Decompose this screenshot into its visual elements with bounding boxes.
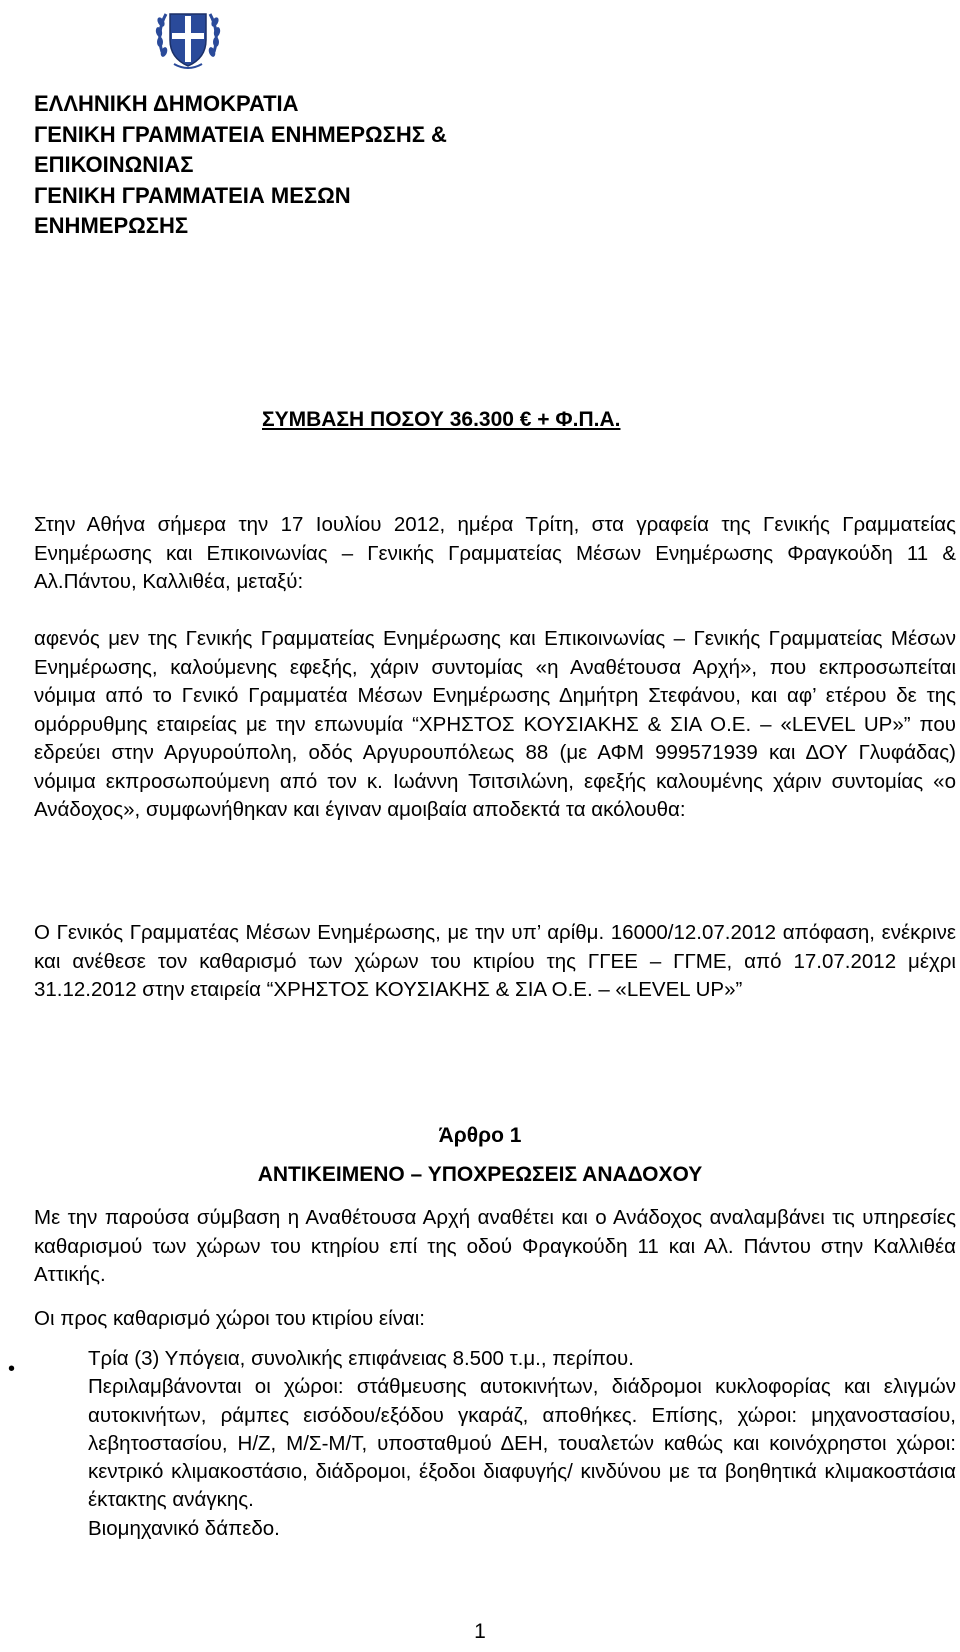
parties-paragraph: αφενός μεν της Γενικής Γραμματείας Ενημέρωσης και Επικοινωνίας – Γενικής Γραμματείας Μέσων Ενημέρωσης, καλούμενης εφεξής, χάριν συντομίας «η Αναθέτουσα Αρχή», που εκπροσωπείται νόμιμα από το Γενικό Γραμματέα Μέσων Ενημέρωσης Δημήτρη Στεφάνου, και αφ’ ετέρου δε της ομόρρυθμης εταιρείας με την επωνυμία “ΧΡΗΣΤΟΣ ΚΟΥΣΙΑΚΗΣ & ΣΙΑ Ο.Ε. – «LEVEL UP»” που εδρεύει στην Αργυρούπολη, οδός Αργυρουπόλεως 88 (με ΑΦΜ 999571939 και ΔΟΥ Γλυφάδας) νόμιμα εκπροσωπούμενη από τον κ. Ιωάννη Τσιτσιλώνη, εφεξής καλουμένης χάριν συντομίας «ο Ανάδοχος», συμφωνήθηκαν και έγιναν αμοιβαία αποδεκτά τα ακόλουθα: [34, 627, 956, 821]
header-line: ΕΝΗΜΕΡΩΣΗΣ [34, 213, 189, 238]
list-item-details: Περιλαμβάνονται οι χώροι: στάθμευσης αυτοκινήτων, διάδρομοι κυκλοφορίας και ελιγμών αυτοκινήτων, ράμπες εισόδου/εξόδου γκαράζ, αποθήκες. Επίσης, χώροι: μηχανοστασίου, λεβητοστασίου, Η/Ζ, Μ/Σ-Μ/Τ, υποσταθμού ΔΕΗ, τουαλετών καθώς και κοινόχρηστοι χώροι: κεντρικό κλιμακοστάσιο, διάδρομοι, έξοδοι διαφυγής/ κινδύνου με τα βοηθητικά κλιμακοστάσια έκτακτης ανάγκης. [88, 1375, 956, 1512]
article-number: Άρθρο 1 [438, 1124, 522, 1147]
header-line: ΕΠΙΚΟΙΝΩΝΙΑΣ [34, 152, 194, 177]
article-title: ΑΝΤΙΚΕΙΜΕΝΟ – ΥΠΟΧΡΕΩΣΕΙΣ ΑΝΑΔΟΧΟΥ [257, 1163, 703, 1186]
decision-paragraph: Ο Γενικός Γραμματέας Μέσων Ενημέρωσης, με την υπ’ αρίθμ. 16000/12.07.2012 απόφαση, ενέκρινε και ανέθεσε τον καθαρισμό των χώρων του κτιρίου της ΓΓΕΕ – ΓΓΜΕ, από 17.07.2012 μέχρι 31.12.2012 στην εταιρεία “ΧΡΗΣΤΟΣ ΚΟΥΣΙΑΚΗΣ & ΣΙΑ Ο.Ε. – «LEVEL UP»” [34, 921, 956, 1001]
greek-coat-of-arms-emblem [152, 2, 224, 74]
header-line: ΓΕΝΙΚΗ ΓΡΑΜΜΑΤΕΙΑ ΜΕΣΩΝ [34, 182, 351, 208]
issuing-authority-header [34, 89, 594, 242]
header-line: ΓΕΝΙΚΗ ΓΡΑΜΜΑΤΕΙΑ ΕΝΗΜΕΡΩΣΗΣ & [34, 121, 447, 147]
list-intro: Οι προς καθαρισμό χώροι του κτιρίου είναι: [34, 1307, 425, 1330]
contract-title: ΣΥΜΒΑΣΗ ΠΟΣΟΥ 36.300 € + Φ.Π.Α. [262, 408, 621, 431]
article-body-paragraph: Με την παρούσα σύμβαση η Αναθέτουσα Αρχή αναθέτει και ο Ανάδοχος αναλαμβάνει τις υπηρεσίες καθαρισμού των χώρων του κτηρίου επί της οδού Φραγκούδη 11 και Αλ. Πάντου στην Καλλιθέα Αττικής. [34, 1206, 956, 1286]
header-line: ΕΛΛΗΝΙΚΗ ΔΗΜΟΚΡΑΤΙΑ [34, 91, 299, 116]
list-item-heading: Τρία (3) Υπόγεια, συνολικής επιφάνειας 8.500 τ.μ., περίπου. [88, 1347, 634, 1370]
intro-paragraph: Στην Αθήνα σήμερα την 17 Ιουλίου 2012, ημέρα Τρίτη, στα γραφεία της Γενικής Γραμματείας Ενημέρωσης και Επικοινωνίας – Γενικής Γραμματείας Μέσων Ενημέρωσης Φραγκούδη 11 & Αλ.Πάντου, Καλλιθέα, μεταξύ: [34, 513, 956, 593]
list-item [88, 1345, 956, 1543]
bullet-icon: • [8, 1358, 16, 1380]
list-item-floor: Βιομηχανικό δάπεδο. [88, 1516, 280, 1540]
page-number: 1 [474, 1620, 486, 1643]
